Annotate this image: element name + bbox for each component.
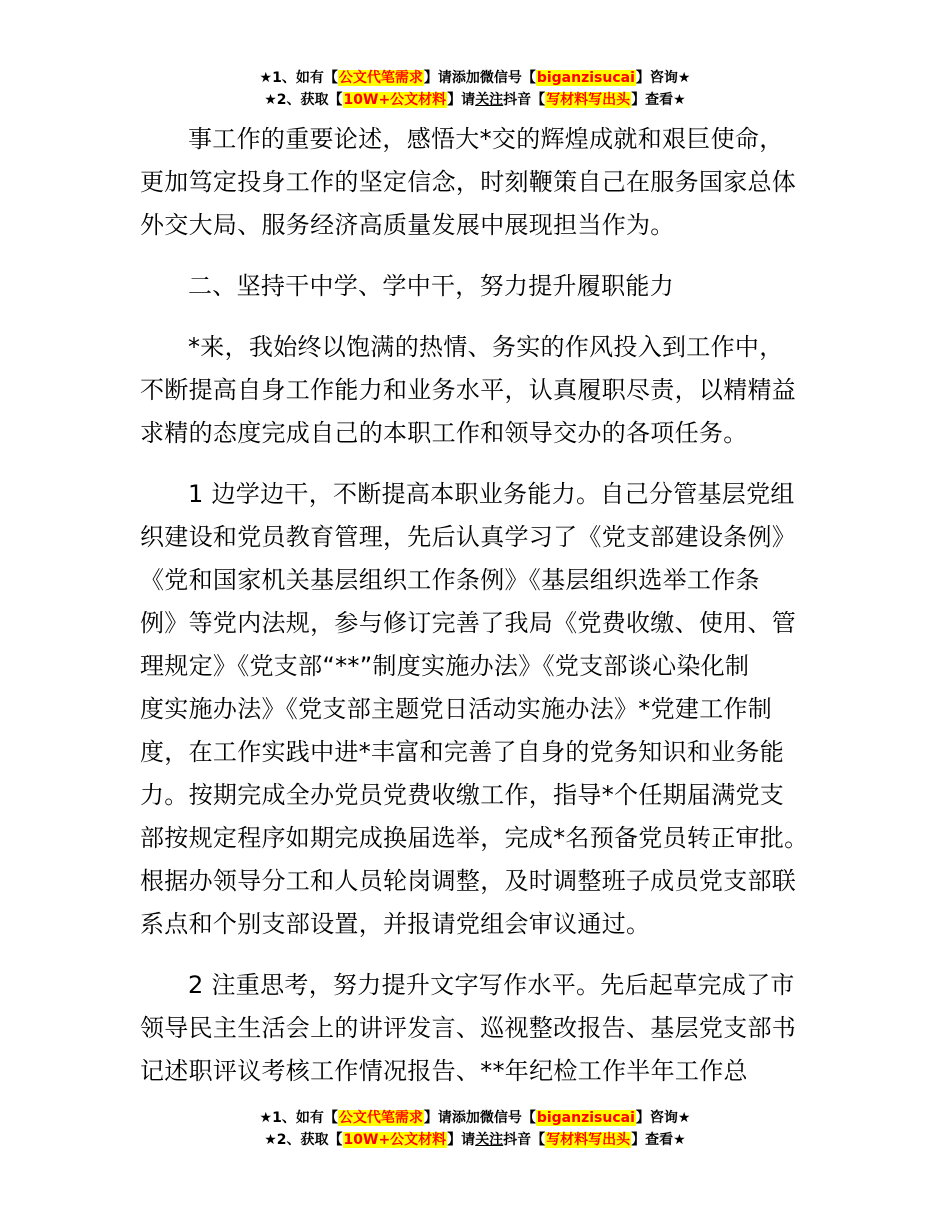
- text-line: 不断提高自身工作能力和业务水平，认真履职尽责，以精精益: [140, 376, 797, 404]
- text-line: 例》等党内法规，参与修订完善了我局《党费收缴、使用、管: [140, 609, 797, 637]
- banner-text: 抖音【: [503, 92, 546, 108]
- text-line: 理规定》《党支部“**”制度实施办法》《党支部谈心染化制: [140, 652, 750, 680]
- text-line: 求精的态度完成自己的本职工作和领导交办的各项任务。: [140, 419, 748, 447]
- highlight-douyin: 写材料写出头: [546, 1132, 631, 1148]
- underlined-text: 关注: [475, 1132, 504, 1148]
- text-line: 事工作的重要论述，感悟大*交的辉煌成就和艰巨使命，: [188, 125, 784, 153]
- banner-text: ★1、如有【: [259, 70, 338, 86]
- text-line: 2 注重思考，努力提升文字写作水平。先后起草完成了市: [188, 971, 795, 999]
- banner-text: ★2、获取【: [264, 92, 343, 108]
- banner-text: ★1、如有【: [259, 1110, 338, 1126]
- banner-line-1: [0, 1107, 950, 1129]
- highlight-materials: 10W+公文材料: [343, 92, 447, 108]
- highlight-service: 公文代笔需求: [338, 70, 423, 86]
- text-line: 度实施办法》《党支部主题党日活动实施办法》*党建工作制: [140, 695, 773, 723]
- text-line: 领导民主生活会上的讲评发言、巡视整改报告、基层党支部书: [140, 1014, 797, 1042]
- banner-text: 】咨询★: [635, 70, 691, 86]
- highlight-service: 公文代笔需求: [338, 1110, 423, 1126]
- highlight-douyin: 写材料写出头: [546, 92, 631, 108]
- text-line: 部按规定程序如期完成换届选举，完成*名预备党员转正审批。: [140, 824, 809, 852]
- text-line: 度，在工作实践中进*丰富和完善了自身的党务知识和业务能: [140, 738, 785, 766]
- footer-banner: [0, 1107, 950, 1151]
- text-line: 《党和国家机关基层组织工作条例》《基层组织选举工作条: [140, 566, 760, 594]
- highlight-wechat-id: biganzisucai: [536, 70, 635, 86]
- text-line: 外交大局、服务经济高质量发展中展现担当作为。: [140, 211, 675, 239]
- banner-text: 】请: [447, 1132, 476, 1148]
- text-line: 更加笃定投身工作的坚定信念，时刻鞭策自己在服务国家总体: [140, 168, 797, 196]
- banner-line-1: [0, 67, 950, 89]
- header-banner: [0, 67, 950, 111]
- banner-text: 抖音【: [503, 1132, 546, 1148]
- highlight-materials: 10W+公文材料: [343, 1132, 447, 1148]
- text-line: 系点和个别支部设置，并报请党组会审议通过。: [140, 910, 651, 938]
- text-line: *来，我始终以饱满的热情、务实的作风投入到工作中，: [188, 333, 784, 361]
- banner-text: 】咨询★: [635, 1110, 691, 1126]
- document-body: [140, 118, 820, 1093]
- banner-line-2: [0, 1129, 950, 1151]
- section-heading: 二、坚持干中学、学中干，努力提升履职能力: [188, 272, 674, 300]
- text-line: 1 边学边干，不断提高本职业务能力。自己分管基层党组: [188, 480, 795, 508]
- banner-text: ★2、获取【: [264, 1132, 343, 1148]
- underlined-text: 关注: [475, 92, 504, 108]
- highlight-wechat-id: biganzisucai: [536, 1110, 635, 1126]
- text-line: 力。按期完成全办党员党费收缴工作，指导*个任期届满党支: [140, 781, 785, 809]
- banner-text: 】查看★: [631, 1132, 686, 1148]
- banner-text: 】请添加微信号【: [423, 1110, 536, 1126]
- banner-text: 】请添加微信号【: [423, 70, 536, 86]
- text-line: 记述职评议考核工作情况报告、**年纪检工作半年工作总: [140, 1057, 748, 1085]
- banner-line-2: [0, 89, 950, 111]
- banner-text: 】请: [447, 92, 476, 108]
- text-line: 根据办领导分工和人员轮岗调整，及时调整班子成员党支部联: [140, 867, 797, 895]
- banner-text: 】查看★: [631, 92, 686, 108]
- text-line: 织建设和党员教育管理，先后认真学习了《党支部建设条例》: [140, 523, 797, 551]
